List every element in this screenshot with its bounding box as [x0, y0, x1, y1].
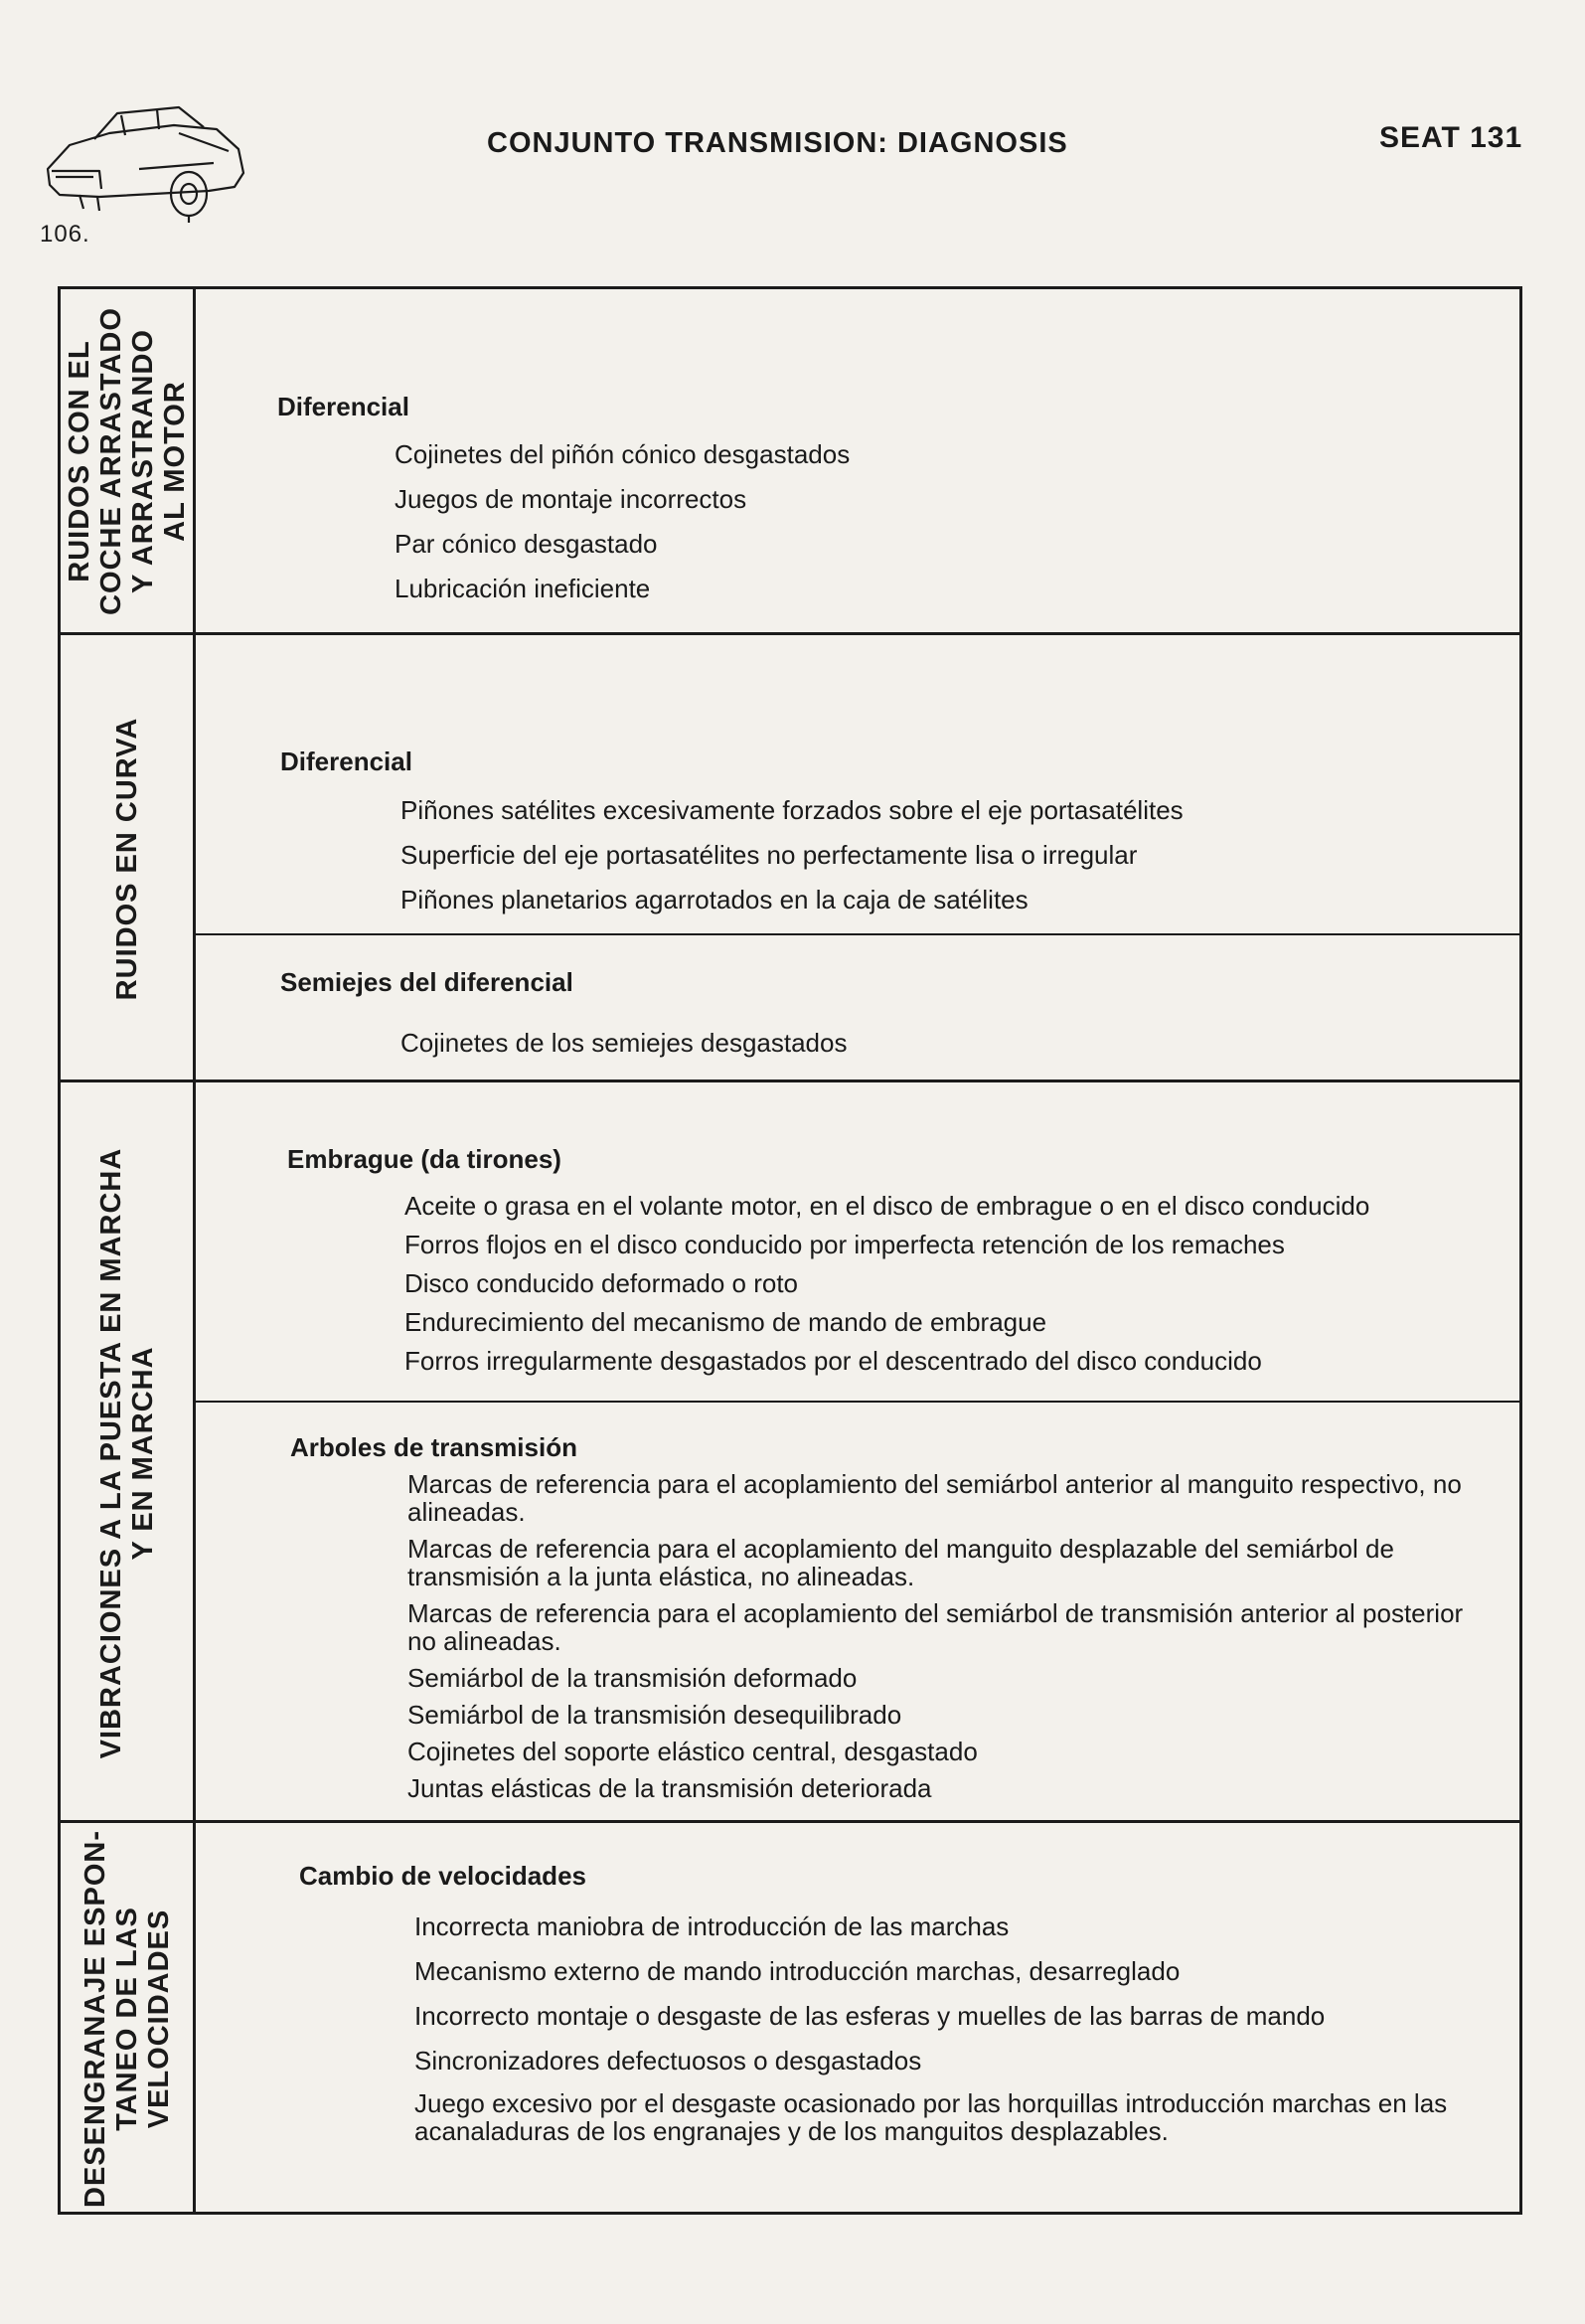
cause-list [414, 1910, 1492, 2145]
list-item: Sincronizadores defectuosos o desgastados [414, 2046, 922, 2075]
group-title: Cambio de velocidades [299, 1861, 586, 1891]
page-number: 106. [40, 221, 90, 248]
list-item: Juego excesivo por el desgaste ocasionado por las horquillas introducción marchas en las acanaladuras de los engranajes y de los manguitos desplazables. [414, 2088, 1448, 2146]
cause-group [196, 1401, 1519, 1825]
list-item: Piñones planetarios agarrotados en la caja de satélites [400, 885, 1029, 914]
cause-list [395, 438, 1490, 605]
list-item: Juegos de montaje incorrectos [395, 484, 747, 514]
section-ruidos-curva [61, 632, 1519, 1082]
section-desengranaje [61, 1820, 1519, 2215]
cause-group [196, 1823, 1519, 2215]
section-label-text: DESENGRANAJE ESPON- TANEO DE LAS VELOCIDADES [79, 1830, 175, 2208]
list-item: Aceite o grasa en el volante motor, en el disco de embrague o en el disco conducido [404, 1191, 1370, 1221]
list-item: Semiárbol de la transmisión desequilibrado [407, 1700, 902, 1730]
section-label-text: RUIDOS CON EL COCHE ARRASTADO Y ARRASTRANDO AL MOTOR [63, 306, 191, 615]
cause-group [196, 933, 1519, 1084]
list-item: Cojinetes del soporte elástico central, desgastado [407, 1737, 978, 1766]
list-item: Disco conducido deformado o roto [404, 1268, 799, 1298]
list-item: Semiárbol de la transmisión deformado [407, 1663, 858, 1693]
section-label [61, 289, 196, 632]
list-item: Piñones satélites excesivamente forzados sobre el eje portasatélites [400, 795, 1184, 825]
group-title: Embrague (da tirones) [287, 1144, 561, 1174]
section-vibraciones [61, 1079, 1519, 1823]
list-item: Marcas de referencia para el acoplamiento del semiárbol de transmisión anterior al posterior no alineadas. [407, 1598, 1464, 1656]
list-item: Mecanismo externo de mando introducción marchas, desarreglado [414, 1956, 1181, 1986]
cause-list [404, 1190, 1490, 1378]
cause-list [400, 1027, 1490, 1060]
list-item: Par cónico desgastado [395, 529, 658, 559]
list-item: Juntas elásticas de la transmisión deteriorada [407, 1773, 932, 1803]
group-title: Arboles de transmisión [290, 1432, 577, 1462]
list-item: Forros irregularmente desgastados por el descentrado del disco conducido [404, 1346, 1262, 1376]
group-title: Semiejes del diferencial [280, 967, 573, 997]
group-title: Diferencial [280, 747, 412, 776]
list-item: Incorrecta maniobra de introducción de las marchas [414, 1911, 1010, 1941]
vehicle-model: SEAT 131 [1379, 121, 1523, 154]
list-item: Cojinetes del piñón cónico desgastados [395, 439, 851, 469]
list-item: Incorrecto montaje o desgaste de las esferas y muelles de las barras de mando [414, 2001, 1326, 2031]
cause-list [407, 1470, 1490, 1811]
cause-group [196, 1082, 1519, 1401]
cause-list [400, 794, 1490, 916]
list-item: Marcas de referencia para el acoplamiento del semiárbol anterior al manguito respectivo, no alineadas. [407, 1469, 1462, 1527]
section-ruidos-arrastrado [61, 289, 1519, 632]
cause-group [196, 289, 1519, 632]
page-title: CONJUNTO TRANSMISION: DIAGNOSIS [487, 127, 1068, 159]
list-item: Endurecimiento del mecanismo de mando de embrague [404, 1307, 1047, 1337]
list-item: Cojinetes de los semiejes desgastados [400, 1028, 848, 1058]
group-title: Diferencial [277, 392, 409, 421]
list-item: Lubricación ineficiente [395, 574, 651, 603]
cause-group [196, 635, 1519, 933]
diagnosis-table [58, 286, 1522, 2215]
section-label [61, 1823, 196, 2215]
list-item: Superficie del eje portasatélites no perfectamente lisa o irregular [400, 840, 1138, 870]
section-label-text: RUIDOS EN CURVA [110, 717, 143, 1001]
section-label-text: VIBRACIONES A LA PUESTA EN MARCHA Y EN MARCHA [94, 1147, 159, 1758]
list-item: Forros flojos en el disco conducido por imperfecta retención de los remaches [404, 1230, 1285, 1259]
section-label [61, 1082, 196, 1823]
page-header [0, 0, 1585, 258]
car-icon [40, 99, 253, 224]
list-item: Marcas de referencia para el acoplamiento del manguito desplazable del semiárbol de transmisión a la junta elástica, no alineadas. [407, 1534, 1394, 1591]
section-label [61, 635, 196, 1082]
